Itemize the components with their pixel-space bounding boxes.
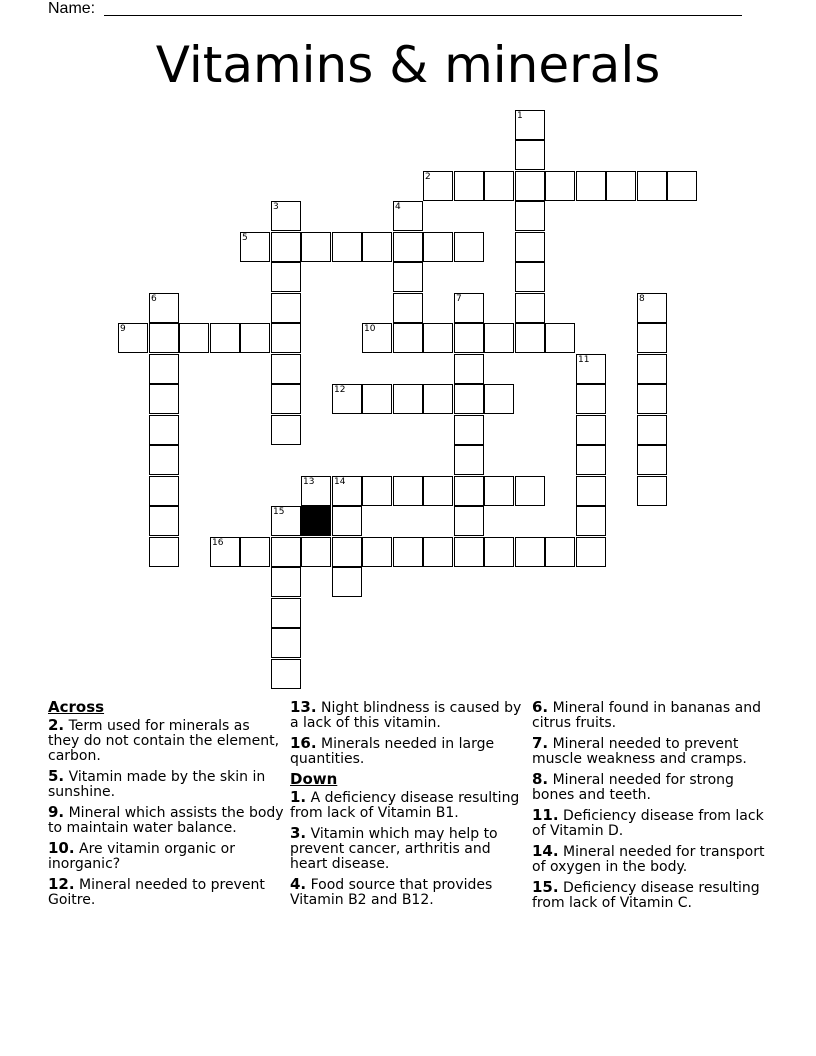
cell-number: 14 xyxy=(334,477,346,487)
grid-cell[interactable] xyxy=(271,659,301,689)
grid-cell[interactable] xyxy=(423,232,453,262)
cell-number: 6 xyxy=(151,294,157,304)
grid-cell[interactable] xyxy=(484,323,514,353)
cell-number: 2 xyxy=(425,172,431,182)
grid-cell[interactable] xyxy=(271,598,301,628)
grid-cell[interactable] xyxy=(149,415,179,445)
grid-cell[interactable] xyxy=(149,384,179,414)
grid-cell[interactable] xyxy=(271,354,301,384)
grid-cell-6[interactable] xyxy=(149,293,179,323)
down-clue-6: 6. Mineral found in bananas and citrus fruits. xyxy=(532,698,761,731)
cell-number: 15 xyxy=(273,507,285,517)
down-clue-11: 11. Deficiency disease from lack of Vitamin D. xyxy=(532,806,764,839)
grid-cell[interactable] xyxy=(515,232,545,262)
grid-cell-8[interactable] xyxy=(637,293,667,323)
black-cell xyxy=(301,506,331,536)
grid-cell[interactable] xyxy=(576,537,606,567)
clue-column-2 xyxy=(290,700,526,913)
grid-cell[interactable] xyxy=(271,323,301,353)
across-clue-13: 13. Night blindness is caused by a lack of this vitamin. xyxy=(290,698,522,731)
cell-number: 7 xyxy=(456,294,462,304)
grid-cell[interactable] xyxy=(484,171,514,201)
grid-cell[interactable] xyxy=(393,232,423,262)
cell-number: 12 xyxy=(334,385,346,395)
grid-cell[interactable] xyxy=(332,506,362,536)
grid-cell[interactable] xyxy=(362,537,392,567)
grid-cell-15[interactable] xyxy=(271,506,301,536)
grid-cell[interactable] xyxy=(393,262,423,292)
grid-cell[interactable] xyxy=(515,323,545,353)
grid-cell[interactable] xyxy=(637,171,667,201)
grid-cell[interactable] xyxy=(362,476,392,506)
grid-cell[interactable] xyxy=(149,537,179,567)
grid-cell[interactable] xyxy=(393,293,423,323)
grid-cell[interactable] xyxy=(271,384,301,414)
down-clue-7: 7. Mineral needed to prevent muscle weakness and cramps. xyxy=(532,734,747,767)
grid-cell[interactable] xyxy=(423,323,453,353)
grid-cell[interactable] xyxy=(362,384,392,414)
grid-cell[interactable] xyxy=(637,354,667,384)
cell-number: 9 xyxy=(120,324,126,334)
across-clue-10: 10. Are vitamin organic or inorganic? xyxy=(48,839,235,872)
grid-cell[interactable] xyxy=(545,537,575,567)
down-clue-1: 1. A deficiency disease resulting from lack of Vitamin B1. xyxy=(290,788,520,821)
grid-cell[interactable] xyxy=(240,537,270,567)
cell-number: 5 xyxy=(242,233,248,243)
grid-cell[interactable] xyxy=(149,323,179,353)
grid-cell-7[interactable] xyxy=(454,293,484,323)
grid-cell[interactable] xyxy=(454,354,484,384)
grid-cell[interactable] xyxy=(149,476,179,506)
name-field[interactable] xyxy=(48,0,95,18)
grid-cell[interactable] xyxy=(484,384,514,414)
cell-number: 13 xyxy=(303,477,315,487)
grid-cell[interactable] xyxy=(271,262,301,292)
across-clue-2: 2. Term used for minerals as they do not contain the element, carbon. xyxy=(48,716,280,764)
grid-cell[interactable] xyxy=(515,293,545,323)
grid-cell[interactable] xyxy=(332,232,362,262)
cell-number: 16 xyxy=(212,538,224,548)
across-clue-12: 12. Mineral needed to prevent Goitre. xyxy=(48,875,265,908)
grid-cell-16[interactable] xyxy=(210,537,240,567)
grid-cell[interactable] xyxy=(271,567,301,597)
grid-cell[interactable] xyxy=(423,384,453,414)
grid-cell[interactable] xyxy=(637,476,667,506)
grid-cell[interactable] xyxy=(423,476,453,506)
grid-cell[interactable] xyxy=(576,171,606,201)
cell-number: 1 xyxy=(517,111,523,121)
page-title: Vitamins & minerals xyxy=(155,36,661,94)
grid-cell-1[interactable] xyxy=(515,110,545,140)
grid-cell[interactable] xyxy=(454,415,484,445)
grid-cell[interactable] xyxy=(454,476,484,506)
grid-cell-11[interactable] xyxy=(576,354,606,384)
grid-cell[interactable] xyxy=(515,262,545,292)
grid-cell[interactable] xyxy=(637,384,667,414)
grid-cell[interactable] xyxy=(271,293,301,323)
grid-cell[interactable] xyxy=(576,384,606,414)
grid-cell[interactable] xyxy=(454,445,484,475)
grid-cell[interactable] xyxy=(515,171,545,201)
grid-cell[interactable] xyxy=(149,506,179,536)
grid-cell[interactable] xyxy=(271,628,301,658)
grid-cell[interactable] xyxy=(454,171,484,201)
grid-cell-12[interactable] xyxy=(332,384,362,414)
grid-cell[interactable] xyxy=(179,323,209,353)
grid-cell[interactable] xyxy=(576,476,606,506)
grid-cell[interactable] xyxy=(240,323,270,353)
grid-cell[interactable] xyxy=(332,567,362,597)
down-clue-15: 15. Deficiency disease resulting from lack of Vitamin C. xyxy=(532,878,760,911)
grid-cell[interactable] xyxy=(301,537,331,567)
grid-cell[interactable] xyxy=(545,171,575,201)
grid-cell-13[interactable] xyxy=(301,476,331,506)
grid-cell[interactable] xyxy=(271,232,301,262)
across-clue-5: 5. Vitamin made by the skin in sunshine. xyxy=(48,767,266,800)
grid-cell[interactable] xyxy=(576,445,606,475)
cell-number: 8 xyxy=(639,294,645,304)
down-clue-14: 14. Mineral needed for transport of oxygen in the body. xyxy=(532,842,765,875)
grid-cell[interactable] xyxy=(515,140,545,170)
grid-cell-5[interactable] xyxy=(240,232,270,262)
grid-cell[interactable] xyxy=(484,537,514,567)
grid-cell[interactable] xyxy=(454,384,484,414)
grid-cell-2[interactable] xyxy=(423,171,453,201)
grid-cell[interactable] xyxy=(393,476,423,506)
down-clue-3: 3. Vitamin which may help to prevent cancer, arthritis and heart disease. xyxy=(290,824,498,872)
grid-cell[interactable] xyxy=(362,232,392,262)
grid-cell[interactable] xyxy=(393,323,423,353)
grid-cell[interactable] xyxy=(515,201,545,231)
cell-number: 11 xyxy=(578,355,590,365)
grid-cell[interactable] xyxy=(149,354,179,384)
grid-cell[interactable] xyxy=(454,323,484,353)
grid-cell[interactable] xyxy=(606,171,636,201)
grid-cell[interactable] xyxy=(515,537,545,567)
grid-cell-3[interactable] xyxy=(271,201,301,231)
cell-number: 4 xyxy=(395,202,401,212)
name-label: Name: xyxy=(48,0,96,17)
grid-cell[interactable] xyxy=(576,506,606,536)
down-clue-8: 8. Mineral needed for strong bones and teeth. xyxy=(532,770,734,803)
down-clue-4: 4. Food source that provides Vitamin B2 and B12. xyxy=(290,875,493,908)
grid-cell-14[interactable] xyxy=(332,476,362,506)
cell-number: 3 xyxy=(273,202,279,212)
grid-cell[interactable] xyxy=(484,476,514,506)
grid-cell[interactable] xyxy=(576,415,606,445)
grid-cell[interactable] xyxy=(637,323,667,353)
grid-cell[interactable] xyxy=(271,537,301,567)
grid-cell[interactable] xyxy=(515,476,545,506)
grid-cell[interactable] xyxy=(149,445,179,475)
grid-cell[interactable] xyxy=(210,323,240,353)
name-underline xyxy=(104,15,742,16)
grid-cell[interactable] xyxy=(332,537,362,567)
grid-cell-9[interactable] xyxy=(118,323,148,353)
cell-number: 10 xyxy=(364,324,376,334)
grid-cell[interactable] xyxy=(637,415,667,445)
grid-cell-4[interactable] xyxy=(393,201,423,231)
grid-cell[interactable] xyxy=(667,171,697,201)
across-clue-16: 16. Minerals needed in large quantities. xyxy=(290,734,495,767)
grid-cell[interactable] xyxy=(393,384,423,414)
across-heading: Across xyxy=(48,698,105,716)
grid-cell[interactable] xyxy=(454,506,484,536)
grid-cell[interactable] xyxy=(423,537,453,567)
grid-cell[interactable] xyxy=(454,537,484,567)
grid-cell[interactable] xyxy=(454,232,484,262)
grid-cell-10[interactable] xyxy=(362,323,392,353)
across-clue-9: 9. Mineral which assists the body to maintain water balance. xyxy=(48,803,284,836)
grid-cell[interactable] xyxy=(393,537,423,567)
grid-cell[interactable] xyxy=(637,445,667,475)
clue-column-3 xyxy=(532,700,768,916)
grid-cell[interactable] xyxy=(301,232,331,262)
grid-cell[interactable] xyxy=(271,415,301,445)
down-heading: Down xyxy=(290,770,338,788)
clue-column-1 xyxy=(48,700,284,913)
grid-cell[interactable] xyxy=(545,323,575,353)
